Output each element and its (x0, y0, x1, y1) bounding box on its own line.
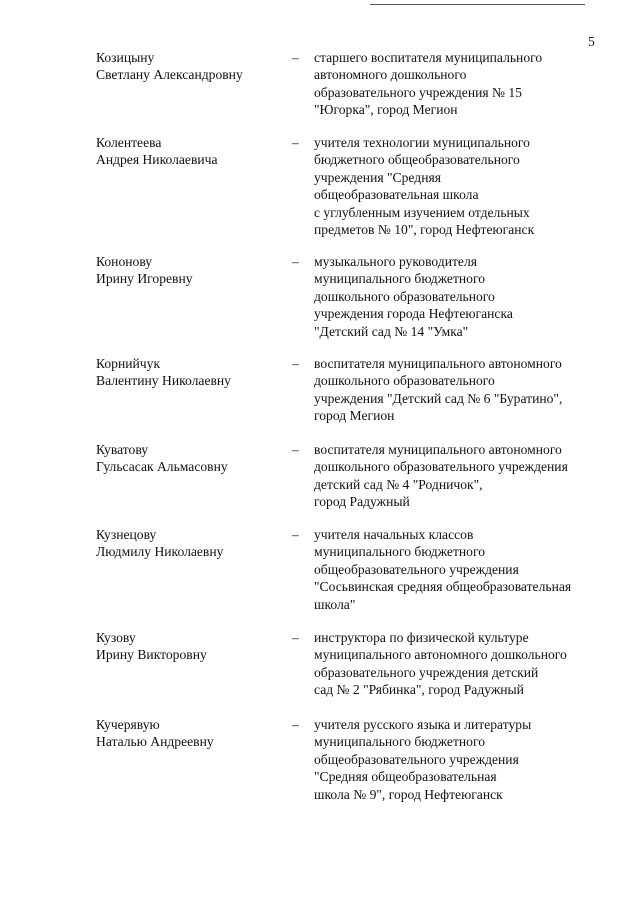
position-line: дошкольного образовательного учреждения (314, 459, 568, 475)
position-line: воспитателя муниципального автономного (314, 356, 562, 371)
position-line: "Средняя общеобразовательная (314, 769, 497, 785)
position-line: школа" (314, 596, 356, 612)
position-text (314, 49, 614, 119)
dash: – (292, 717, 299, 732)
position-text (314, 629, 614, 699)
dash: – (292, 50, 299, 65)
position-line: учителя технологии муниципального (314, 135, 530, 150)
person-name (96, 355, 286, 390)
surname: Кучерявую (96, 717, 160, 732)
given-names: Ирину Викторовну (96, 647, 207, 663)
surname: Козицыну (96, 50, 155, 65)
position-text (314, 716, 614, 803)
person-name (96, 526, 286, 561)
position-line: город Мегион (314, 408, 395, 424)
position-line: учреждения города Нефтеюганска (314, 306, 513, 322)
surname: Кузову (96, 630, 136, 645)
position-line: муниципального бюджетного (314, 544, 486, 560)
position-line: муниципального автономного дошкольного (314, 647, 567, 663)
position-text (314, 134, 614, 238)
position-line: автономного дошкольного (314, 67, 467, 83)
given-names: Гульсасак Альмасовну (96, 459, 228, 475)
position-line: инструктора по физической культуре (314, 630, 529, 645)
position-line: бюджетного общеобразовательного (314, 152, 520, 168)
position-line: с углубленным изучением отдельных (314, 204, 530, 220)
position-line: "Югорка", город Мегион (314, 102, 458, 118)
position-line: сад № 2 "Рябинка", город Радужный (314, 682, 524, 698)
dash: – (292, 527, 299, 542)
given-names: Ирину Игоревну (96, 271, 193, 287)
position-line: "Сосьвинская средняя общеобразовательная (314, 579, 572, 595)
position-line: учреждения "Средняя (314, 169, 441, 185)
given-names: Андрея Николаевича (96, 152, 218, 168)
given-names: Наталью Андреевну (96, 734, 214, 750)
position-line: старшего воспитателя муниципального (314, 50, 543, 65)
person-name (96, 441, 286, 476)
dash: – (292, 356, 299, 371)
position-line: общеобразовательного учреждения (314, 561, 519, 577)
position-line: "Детский сад № 14 "Умка" (314, 323, 469, 339)
position-text (314, 355, 614, 425)
person-name (96, 629, 286, 664)
position-line: дошкольного образовательного (314, 373, 495, 389)
position-line: образовательного учреждения детский (314, 664, 539, 680)
given-names: Людмилу Николаевну (96, 544, 224, 560)
position-line: учреждения "Детский сад № 6 "Буратино", (314, 390, 563, 406)
position-text (314, 526, 614, 613)
top-rule (370, 4, 585, 5)
surname: Кононову (96, 254, 153, 269)
position-line: муниципального бюджетного (314, 734, 486, 750)
position-line: общеобразовательная школа (314, 187, 479, 203)
position-line: образовательного учреждения № 15 (314, 84, 522, 100)
person-name (96, 134, 286, 169)
position-line: учителя начальных классов (314, 527, 474, 542)
given-names: Светлану Александровну (96, 67, 243, 83)
position-line: школа № 9", город Нефтеюганск (314, 786, 503, 802)
dash: – (292, 630, 299, 645)
surname: Колентеева (96, 135, 162, 150)
person-name (96, 49, 286, 84)
position-text (314, 253, 614, 340)
given-names: Валентину Николаевну (96, 373, 231, 389)
surname: Корнийчук (96, 356, 161, 371)
position-line: город Радужный (314, 494, 410, 510)
person-name (96, 253, 286, 288)
dash: – (292, 254, 299, 269)
dash: – (292, 442, 299, 457)
position-text (314, 441, 614, 511)
position-line: муниципального бюджетного (314, 271, 486, 287)
position-line: детский сад № 4 "Родничок", (314, 476, 483, 492)
position-line: воспитателя муниципального автономного (314, 442, 562, 457)
person-name (96, 716, 286, 751)
position-line: предметов № 10", город Нефтеюганск (314, 222, 535, 238)
surname: Кузнецову (96, 527, 157, 542)
position-line: учителя русского языка и литературы (314, 717, 532, 732)
surname: Куватову (96, 442, 149, 457)
position-line: общеобразовательного учреждения (314, 751, 519, 767)
dash: – (292, 135, 299, 150)
position-line: дошкольного образовательного (314, 288, 495, 304)
page-number: 5 (588, 34, 595, 49)
position-line: музыкального руководителя (314, 254, 477, 269)
